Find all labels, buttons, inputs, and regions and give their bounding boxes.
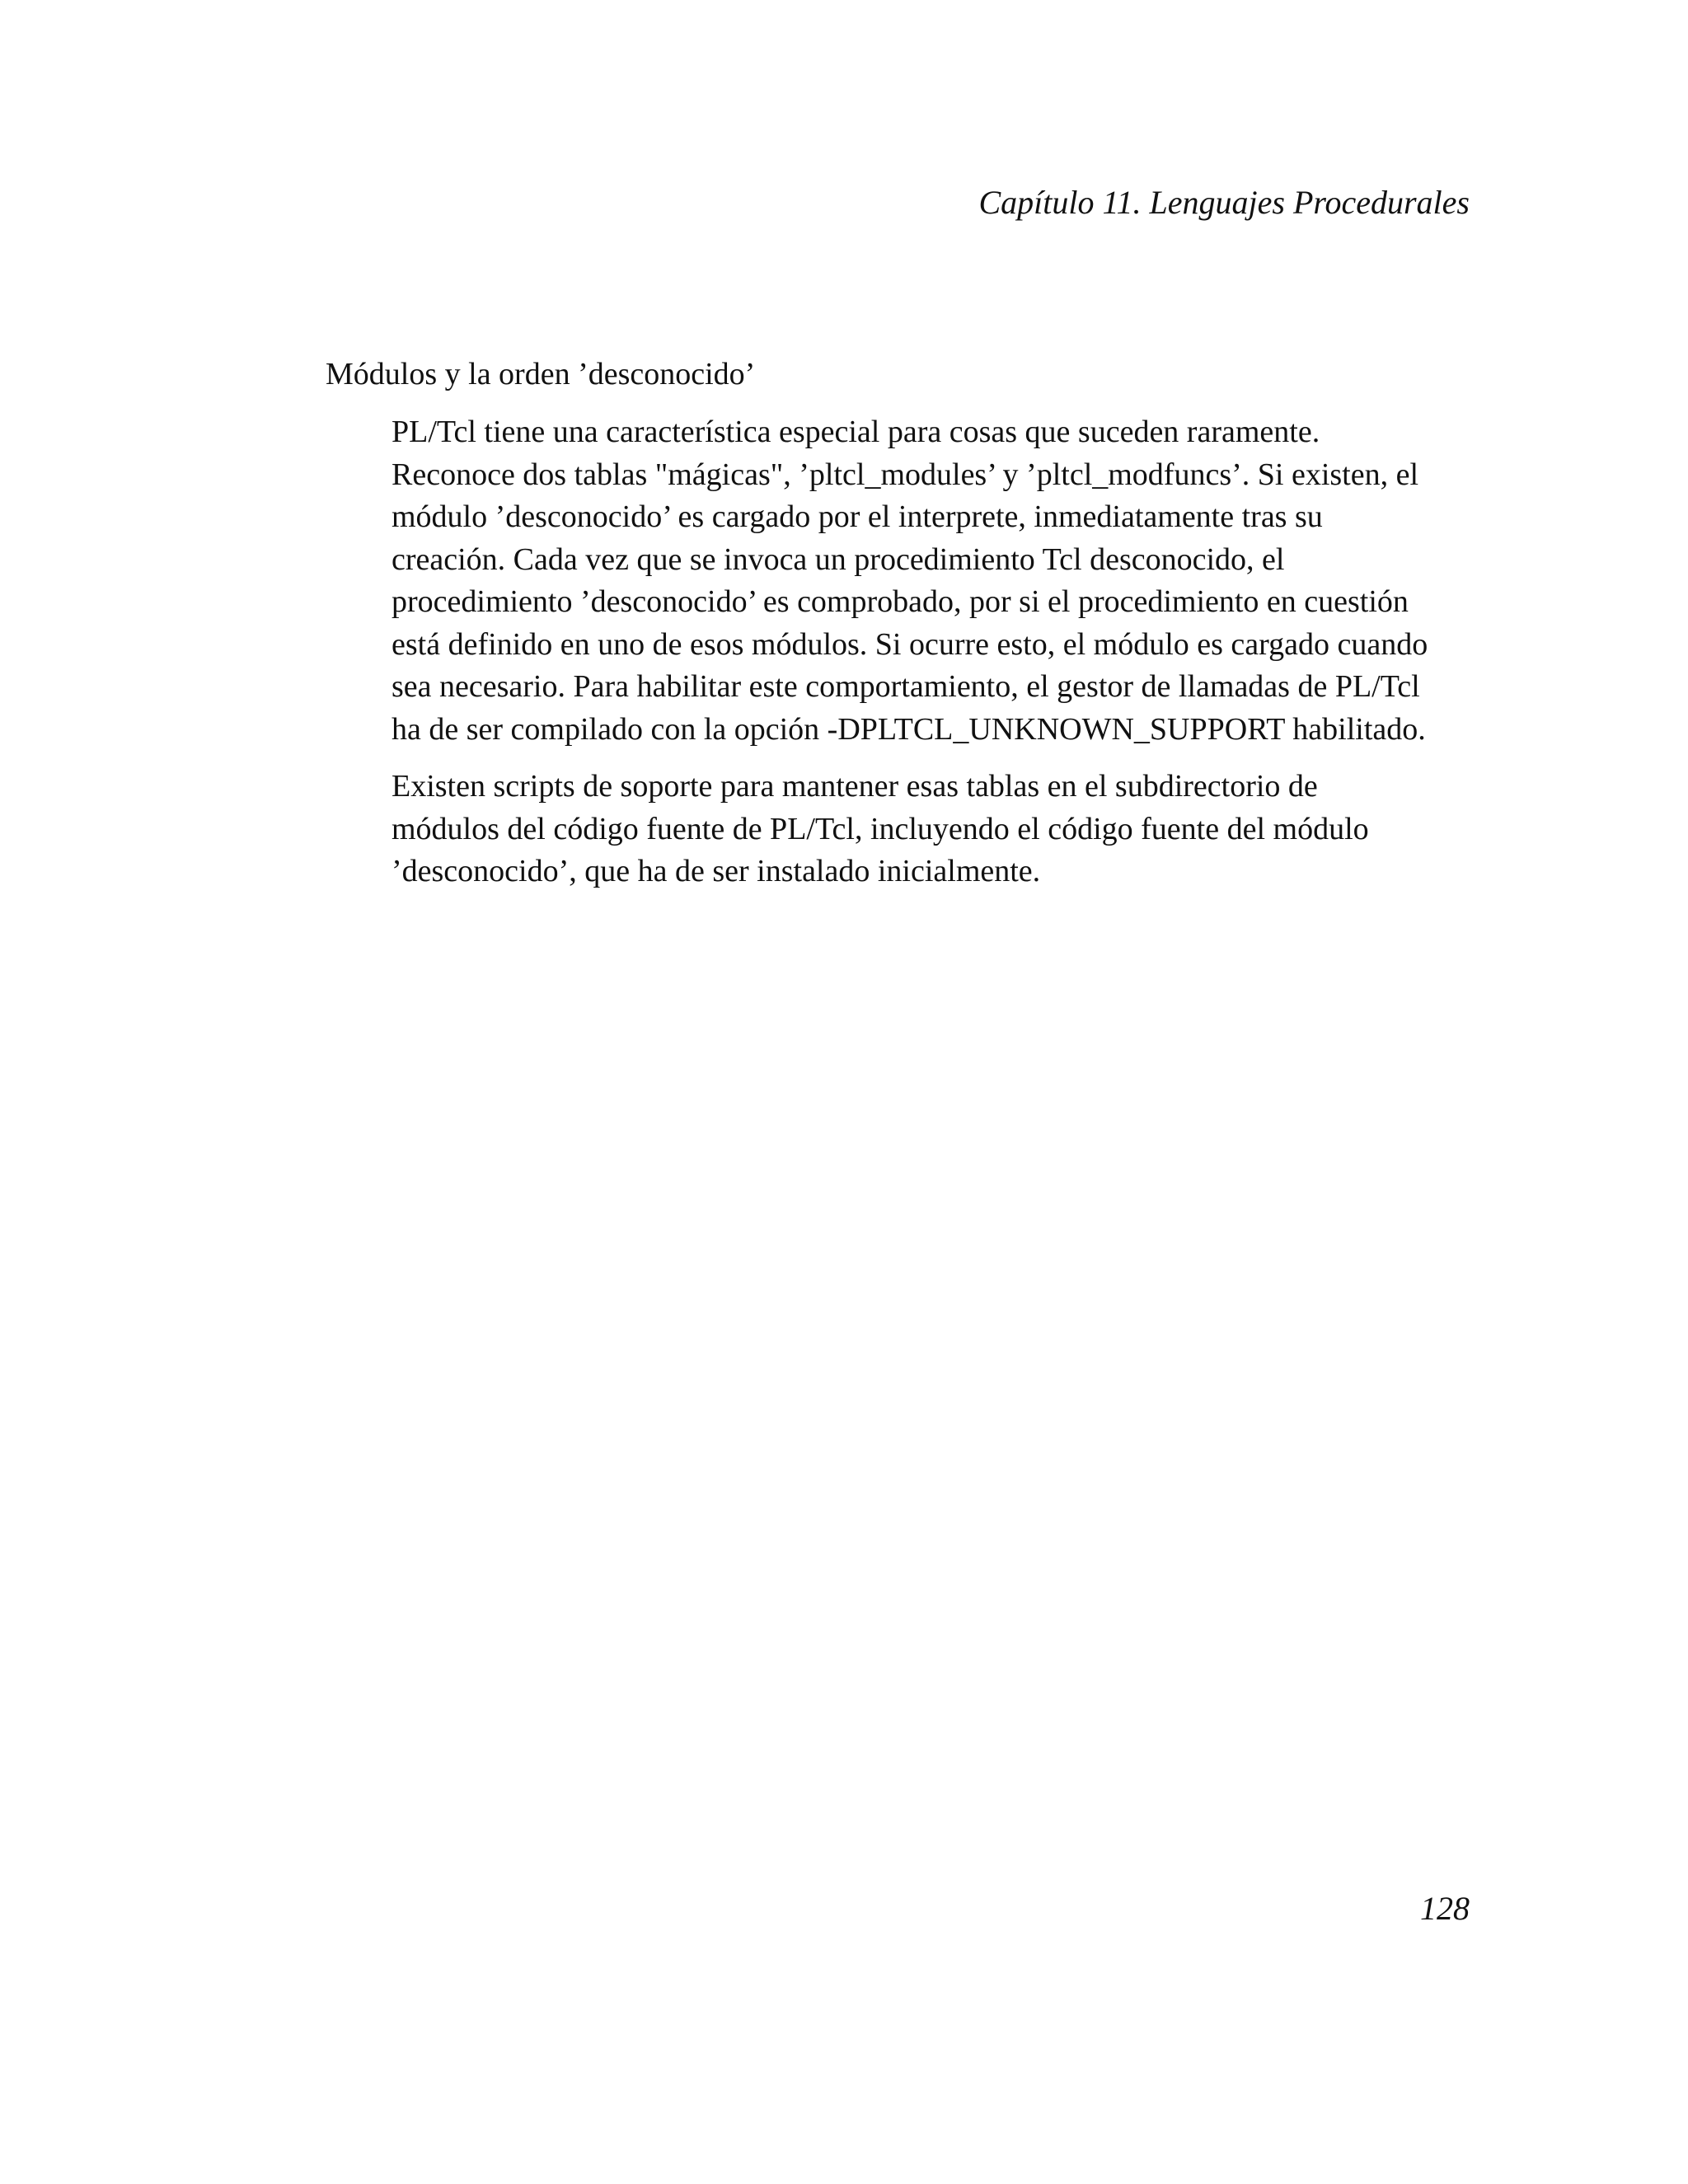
page-number: 128	[1420, 1890, 1470, 1927]
body-paragraph: Existen scripts de soporte para mantener esas tablas en el subdirectorio de módulos del código fuente de PL/Tcl, incluyendo el código fuente del módulo ’desconocido’, que ha de ser instalado inicialmente.	[392, 769, 1369, 889]
running-header-title: Capítulo 11. Lenguajes Procedurales	[978, 184, 1470, 221]
body-paragraph: PL/Tcl tiene una característica especial para cosas que suceden raramente. Reconoce dos tablas "mágicas", ’pltcl_modules’ y ’pltcl_modfuncs’. Si existen, el módulo ’desconocido’ es cargado por el interprete, inmediatamente tras su creación. Cada vez que se invoca un procedimiento Tcl desconocido, el procedimiento ’desconocido’ es comprobado, por si el procedimiento en cuestión está definido en uno de esos módulos. Si ocurre esto, el módulo es cargado cuando sea necesario. Para habilitar este comportamiento, el gestor de llamadas de PL/Tcl ha de ser compilado con la opción -DPLTCL_UNKNOWN_SUPPORT habilitado.	[392, 415, 1428, 747]
section-term: Módulos y la orden ’desconocido’	[326, 357, 756, 391]
main-content	[326, 354, 1479, 908]
section-body	[392, 411, 1479, 893]
